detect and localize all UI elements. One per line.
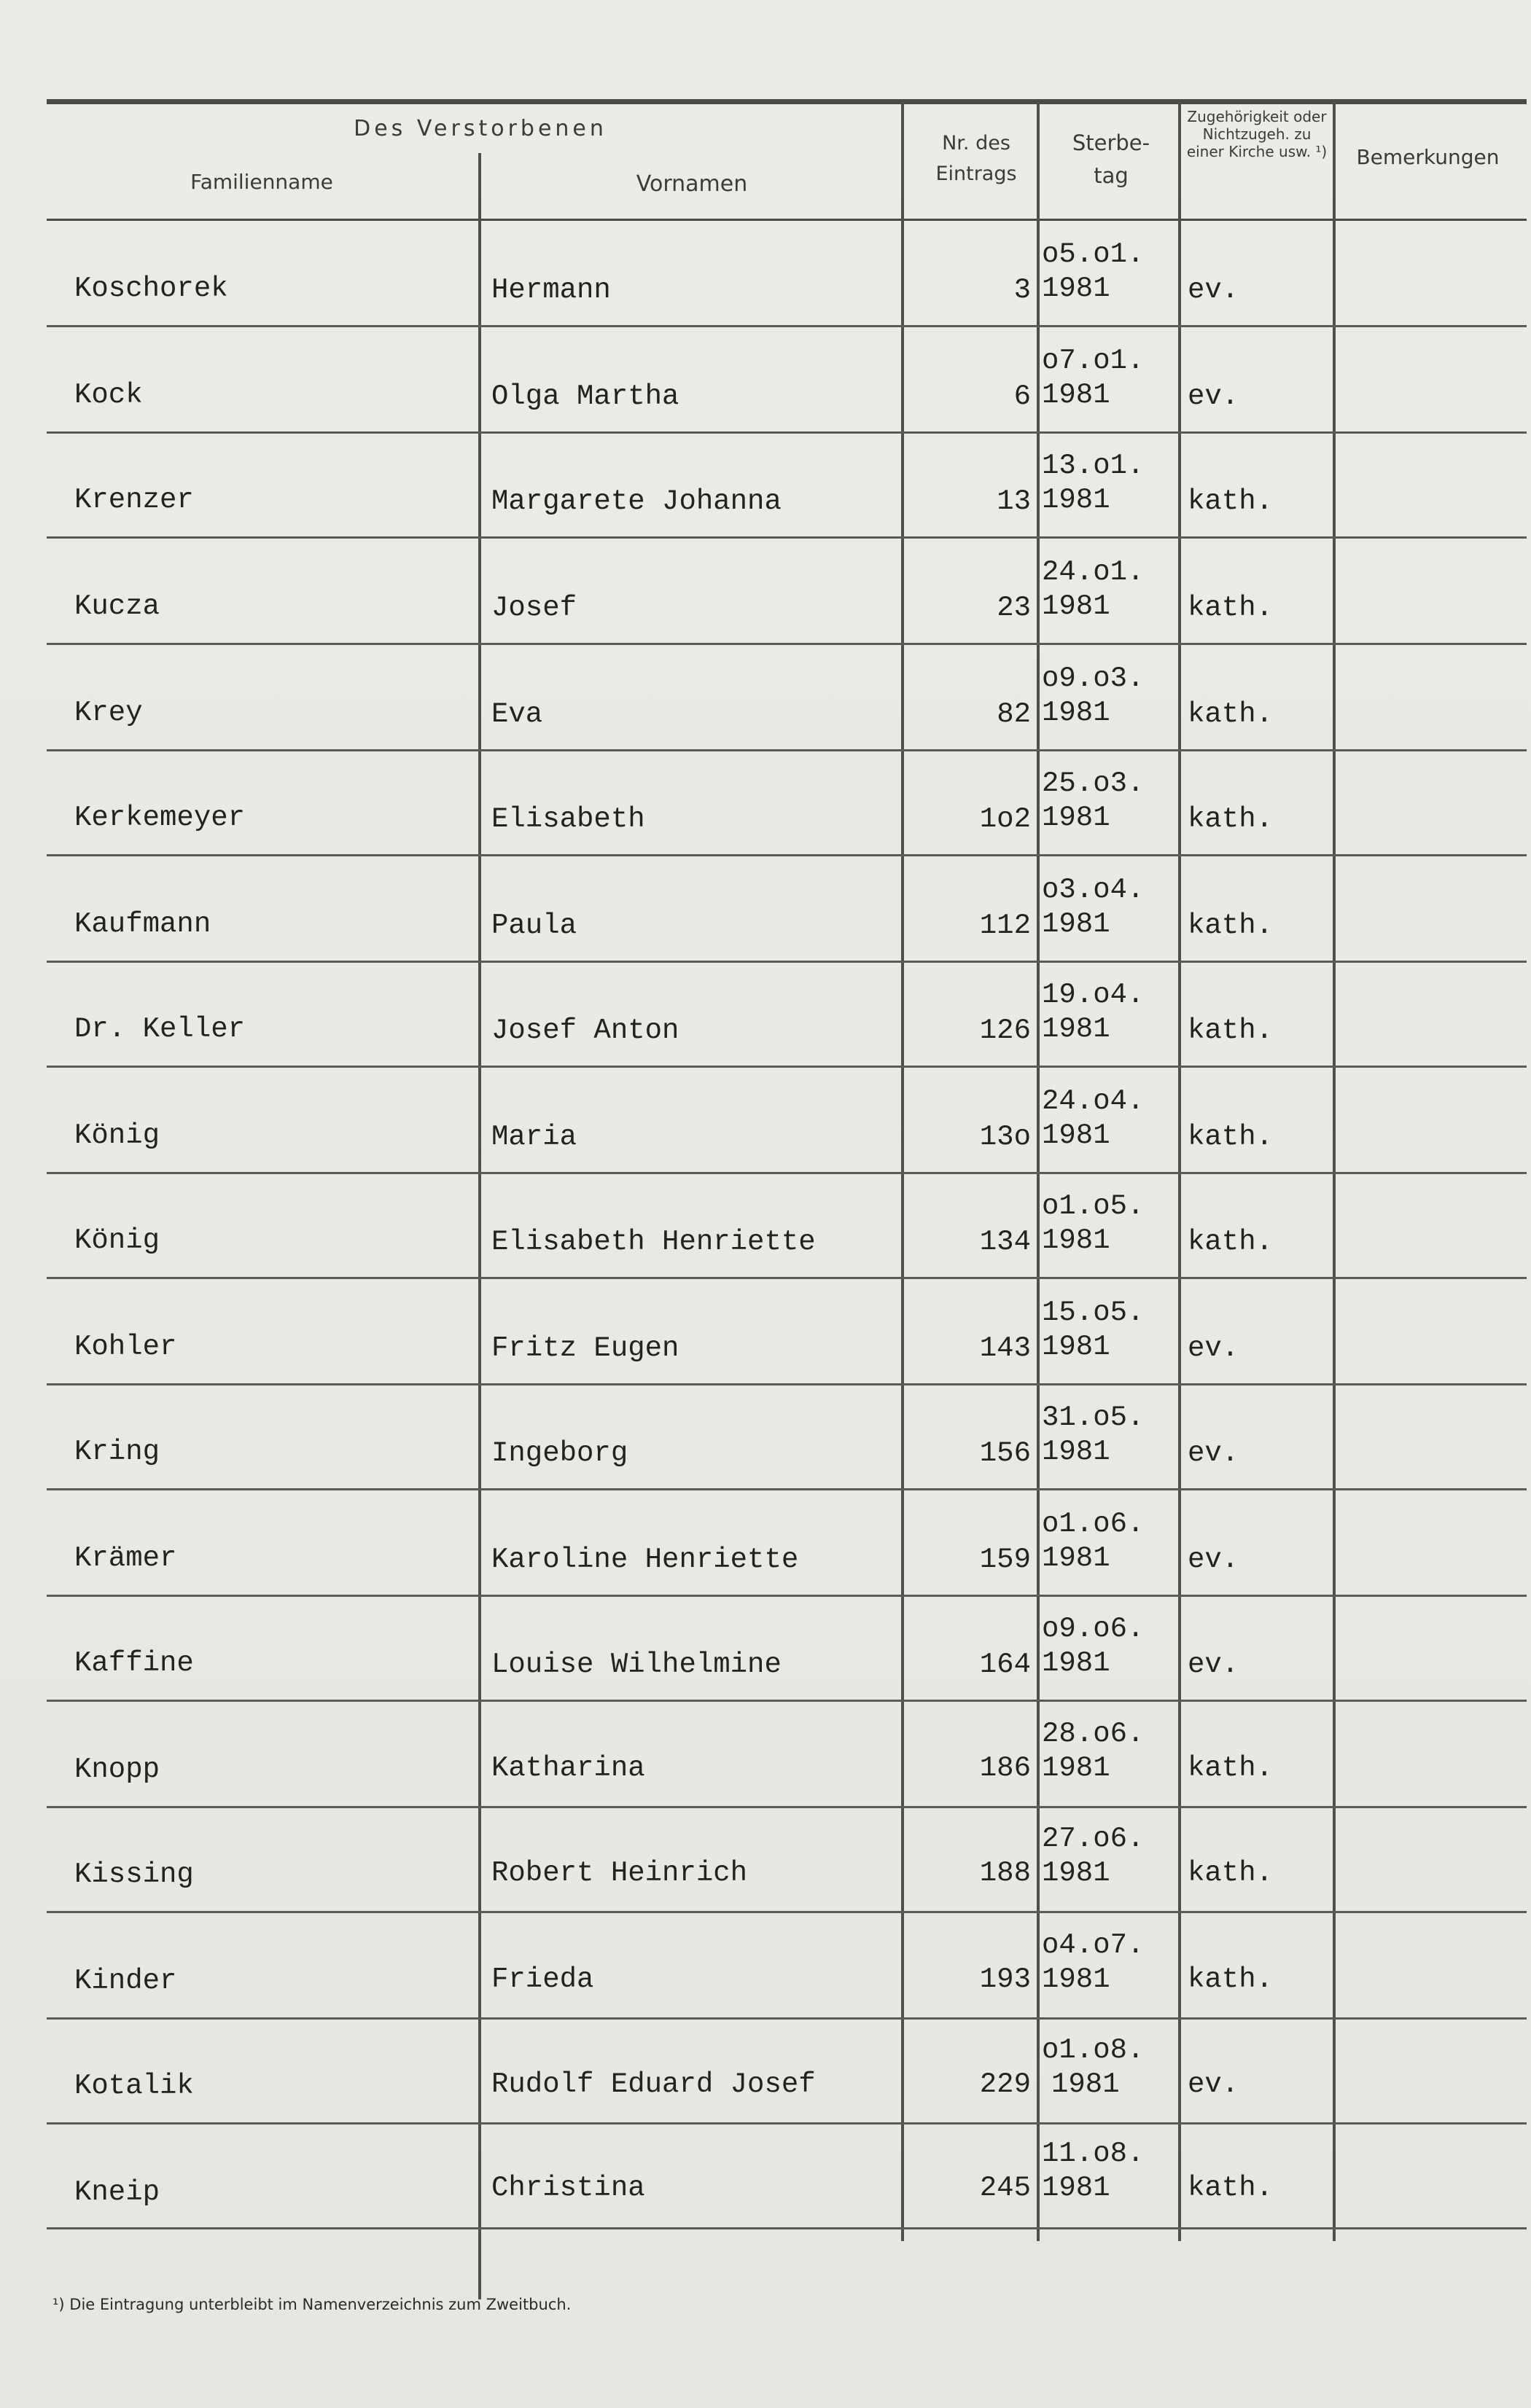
death-date-year: 1981 [1042,1647,1110,1679]
death-date-year: 1981 [1042,908,1110,940]
death-date-day-month: o9.o3. [1042,662,1145,695]
given-name-cell: Eva [491,698,543,730]
given-name-cell: Paula [491,910,577,942]
surname-cell: Krey [74,697,143,729]
header-group-label: Des Verstorbenen [354,116,607,141]
surname-cell: Kissing [74,1858,194,1891]
church-affiliation-cell: kath. [1188,1857,1274,1889]
entry-number-cell: 186 [979,1752,1031,1784]
death-date-day-month: o7.o1. [1042,345,1145,377]
death-date-year: 1981 [1042,273,1110,305]
church-affiliation-cell: kath. [1188,1752,1274,1784]
row-separator [47,2227,1527,2229]
given-name-cell: Karoline Henriette [491,1544,799,1576]
surname-cell: Kneip [74,2176,160,2208]
header-bottom-rule [47,219,1527,221]
surname-cell: Kerkemeyer [74,802,246,834]
row-separator [47,2122,1527,2124]
row-separator [47,854,1527,856]
given-name-cell: Frieda [491,1963,594,1995]
row-separator [47,749,1527,751]
entry-number-cell: 164 [979,1649,1031,1681]
death-date-year: 1981 [1042,1542,1110,1574]
surname-cell: Kotalik [74,2070,194,2102]
surname-cell: Kucza [74,590,160,622]
given-name-cell: Christina [491,2172,645,2204]
row-separator [47,536,1527,539]
row-separator [47,1066,1527,1068]
death-register-table [47,95,1527,2248]
church-affiliation-cell: kath. [1188,803,1274,835]
entry-number-cell: 126 [979,1015,1031,1047]
surname-cell: König [74,1224,160,1256]
entry-number-cell: 3 [1013,274,1031,306]
entry-number-cell: 13o [979,1121,1031,1153]
row-separator [47,643,1527,645]
entry-number-cell: 134 [979,1226,1031,1258]
death-date-year: 1981 [1042,1963,1110,1995]
death-date-day-month: o1.o5. [1042,1190,1145,1222]
entry-number-cell: 159 [979,1544,1031,1576]
church-affiliation-cell: ev. [1188,380,1239,413]
footnote: ¹) Die Eintragung unterbleibt im Namenverzeichnis zum Zweitbuch. [52,2296,572,2313]
given-name-cell: Olga Martha [491,380,679,413]
row-separator [47,1277,1527,1279]
surname-cell: Kock [74,379,143,411]
death-date-day-month: 15.o5. [1042,1297,1145,1329]
surname-cell: Knopp [74,1754,160,1786]
church-affiliation-cell: kath. [1188,485,1274,517]
surname-cell: Kaufmann [74,908,211,940]
row-separator [47,1383,1527,1385]
death-date-year: 1981 [1042,802,1110,834]
surname-cell: Krämer [74,1542,177,1574]
entry-number-cell: 143 [979,1332,1031,1364]
given-name-cell: Josef [491,592,577,624]
church-affiliation-cell: kath. [1188,1226,1274,1258]
death-date-day-month: 24.o4. [1042,1085,1145,1117]
header-given: Vornamen [636,171,748,197]
entry-number-cell: 82 [997,698,1031,730]
column-divider-surname [478,153,481,2299]
row-separator [47,1488,1527,1490]
header-church: Zugehörigkeit oder Nichtzugeh. zu einer Kirche usw. ¹) [1186,108,1328,160]
surname-cell: Kring [74,1436,160,1468]
given-name-cell: Rudolf Eduard Josef [491,2068,816,2100]
entry-number-cell: 13 [997,485,1031,517]
death-date-day-month: 24.o1. [1042,556,1145,588]
death-date-year: 1981 [1042,484,1110,516]
entry-number-cell: 188 [979,1857,1031,1889]
entry-number-cell: 23 [997,592,1031,624]
death-date-day-month: 27.o6. [1042,1823,1145,1855]
header-surname: Familienname [190,170,333,194]
church-affiliation-cell: ev. [1188,274,1239,306]
church-affiliation-cell: kath. [1188,1015,1274,1047]
death-date-day-month: o3.o4. [1042,874,1145,906]
church-affiliation-cell: kath. [1188,1121,1274,1153]
given-name-cell: Elisabeth [491,803,645,835]
given-name-cell: Ingeborg [491,1437,628,1469]
surname-cell: Krenzer [74,484,194,516]
given-name-cell: Louise Wilhelmine [491,1649,782,1681]
given-name-cell: Robert Heinrich [491,1857,748,1889]
given-name-cell: Katharina [491,1752,645,1784]
entry-number-cell: 229 [979,2068,1031,2100]
church-affiliation-cell: kath. [1188,592,1274,624]
given-name-cell: Elisabeth Henriette [491,1226,816,1258]
death-date-day-month: o5.o1. [1042,238,1145,270]
death-date-year: 1981 [1042,379,1110,411]
header-date: Sterbe- tag [1072,130,1150,188]
death-date-year: 1981 [1042,1119,1110,1152]
church-affiliation-cell: kath. [1188,698,1274,730]
death-date-year: 1981 [1042,1857,1110,1889]
death-date-day-month: o4.o7. [1042,1929,1145,1961]
given-name-cell: Maria [491,1121,577,1153]
header-nr: Nr. des Eintrags [935,132,1017,185]
death-date-day-month: 13.o1. [1042,450,1145,482]
death-date-day-month: o1.o6. [1042,1508,1145,1540]
row-separator [47,961,1527,963]
death-date-year: 1981 [1042,1331,1110,1363]
entry-number-cell: 193 [979,1963,1031,1995]
church-affiliation-cell: ev. [1188,1649,1239,1681]
death-date-year: 1981 [1042,1013,1110,1045]
surname-cell: Koschorek [74,273,228,305]
given-name-cell: Hermann [491,274,611,306]
church-affiliation-cell: ev. [1188,1332,1239,1364]
death-date-day-month: 25.o3. [1042,767,1145,800]
surname-cell: Kaffine [74,1647,194,1679]
surname-cell: König [74,1119,160,1152]
death-date-day-month: 31.o5. [1042,1402,1145,1434]
row-separator [47,1172,1527,1174]
church-affiliation-cell: ev. [1188,1437,1239,1469]
row-separator [47,2017,1527,2020]
church-affiliation-cell: ev. [1188,1544,1239,1576]
row-separator [47,431,1527,434]
entry-number-cell: 1o2 [979,803,1031,835]
table-top-rule [47,99,1527,104]
death-date-year: 1981 [1042,1752,1110,1784]
row-separator [47,325,1527,327]
death-date-year: 1981 [1042,590,1110,622]
church-affiliation-cell: kath. [1188,910,1274,942]
header-remarks: Bemerkungen [1356,145,1500,169]
death-date-year: 1981 [1042,1224,1110,1256]
death-date-year: 1981 [1042,2172,1110,2204]
row-separator [47,1806,1527,1808]
given-name-cell: Margarete Johanna [491,485,782,517]
church-affiliation-cell: kath. [1188,2172,1274,2204]
death-date-year: 1981 [1051,2068,1120,2100]
death-date-year: 1981 [1042,1436,1110,1468]
entry-number-cell: 245 [979,2172,1031,2204]
entry-number-cell: 6 [1013,380,1031,413]
death-date-day-month: 28.o6. [1042,1718,1145,1750]
surname-cell: Kinder [74,1965,177,1997]
row-separator [47,1595,1527,1597]
entry-number-cell: 112 [979,910,1031,942]
church-affiliation-cell: ev. [1188,2068,1239,2100]
row-separator [47,1700,1527,1702]
given-name-cell: Josef Anton [491,1015,679,1047]
death-date-day-month: 11.o8. [1042,2138,1145,2170]
death-date-year: 1981 [1042,697,1110,729]
row-separator [47,1911,1527,1913]
death-date-day-month: o1.o8. [1042,2034,1145,2066]
death-date-day-month: 19.o4. [1042,979,1145,1011]
church-affiliation-cell: kath. [1188,1963,1274,1995]
entry-number-cell: 156 [979,1437,1031,1469]
surname-cell: Dr. Keller [74,1013,246,1045]
surname-cell: Kohler [74,1331,177,1363]
given-name-cell: Fritz Eugen [491,1332,679,1364]
death-date-day-month: o9.o6. [1042,1613,1145,1645]
